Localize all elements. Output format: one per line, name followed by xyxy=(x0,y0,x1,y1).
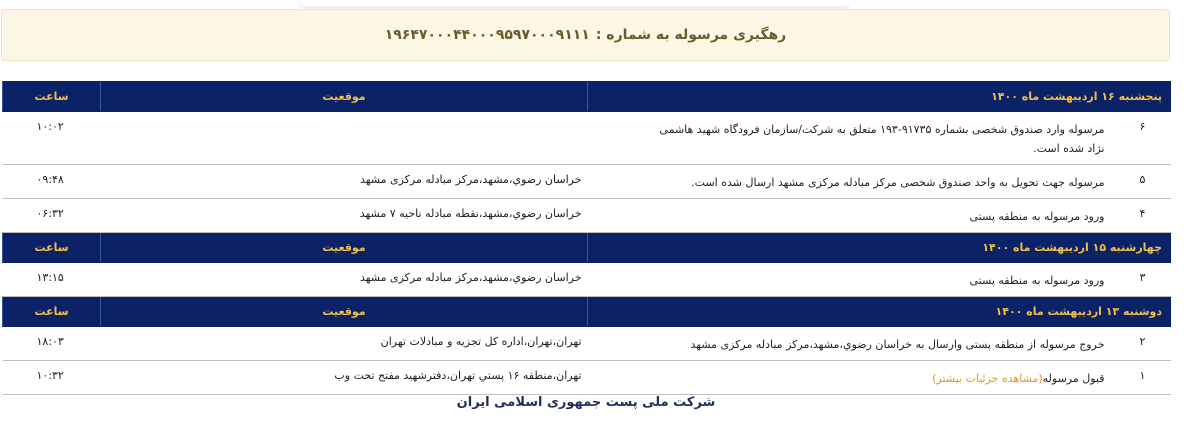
date-group-header xyxy=(3,297,1171,327)
event-location xyxy=(101,112,588,165)
event-description-text: قبول مرسوله xyxy=(1042,372,1105,385)
group-date: پنجشنبه ۱۶ اردیبهشت ماه ۱۴۰۰ xyxy=(588,82,1171,112)
time-column-header: ساعت xyxy=(3,233,101,263)
event-description-cell xyxy=(588,361,1171,395)
event-time: ۱۳:۱۵ xyxy=(3,263,101,297)
event-description-cell xyxy=(588,112,1171,165)
event-description: خروج مرسوله از منطقه پستی وارسال به خراسان رضوي،مشهد،مرکز مبادله مرکزی مشهد xyxy=(690,338,1105,351)
table-row xyxy=(3,112,1171,165)
event-description-cell xyxy=(588,199,1171,233)
event-location: تهران،منطقه ۱۶ پستي تهران،دفترشهيد مفتح تحت وب xyxy=(101,361,588,395)
event-description-cell xyxy=(588,263,1171,297)
tracking-header xyxy=(1,9,1170,61)
event-location: خراسان رضوي،مشهد،مرکز مبادله مرکزی مشهد xyxy=(101,165,588,199)
event-description: ورود مرسوله به منطقه پستی xyxy=(969,210,1105,223)
tracking-title: رهگیری مرسوله به شماره : xyxy=(595,27,787,43)
location-column-header: موقعیت xyxy=(101,297,588,327)
event-description-cell xyxy=(588,327,1171,361)
event-time: ۱۰:۰۲ xyxy=(3,112,101,165)
event-description: ورود مرسوله به منطقه پستی xyxy=(969,274,1105,287)
event-time: ۰۹:۴۸ xyxy=(3,165,101,199)
event-number: ۱ xyxy=(1139,369,1146,382)
group-date: چهارشنبه ۱۵ اردیبهشت ماه ۱۴۰۰ xyxy=(588,233,1171,263)
event-number: ۵ xyxy=(1139,173,1146,186)
table-row xyxy=(3,263,1171,297)
footer-company-name: شرکت ملی پست جمهوری اسلامی ایران xyxy=(456,395,716,410)
top-bar xyxy=(300,0,850,6)
location-column-header: موقعیت xyxy=(101,82,588,112)
time-column-header: ساعت xyxy=(3,297,101,327)
event-time: ۱۸:۰۳ xyxy=(3,327,101,361)
event-number: ۶ xyxy=(1139,120,1146,133)
event-description xyxy=(655,369,1105,388)
table-row xyxy=(3,361,1171,395)
event-description: مرسوله وارد صندوق شخصی بشماره ۹۱۷۳۵-۱۹۳ متعلق به شرکت/سازمان فرودگاه شهید هاشمی نژاد شده است. xyxy=(659,123,1105,155)
date-group-header xyxy=(3,82,1171,112)
event-location: تهران،تهران،اداره کل تجزیه و مبادلات تهران xyxy=(101,327,588,361)
tracking-number: ۱۹۶۴۷۰۰۰۴۴۰۰۰۹۵۹۷۰۰۰۹۱۱۱ xyxy=(384,27,590,43)
event-location: خراسان رضوي،مشهد،مرکز مبادله مرکزی مشهد xyxy=(101,263,588,297)
table-row xyxy=(3,199,1171,233)
event-time: ۰۶:۳۲ xyxy=(3,199,101,233)
event-description-cell xyxy=(588,165,1171,199)
event-time: ۱۰:۳۲ xyxy=(3,361,101,395)
date-group-header xyxy=(3,233,1171,263)
tracking-table xyxy=(2,81,1171,395)
group-date: دوشنبه ۱۳ اردیبهشت ماه ۱۴۰۰ xyxy=(588,297,1171,327)
event-number: ۳ xyxy=(1139,271,1146,284)
table-row xyxy=(3,327,1171,361)
event-number: ۴ xyxy=(1139,207,1146,220)
event-description: مرسوله جهت تحویل به واحد صندوق شخصی مرکز مبادله مرکزی مشهد ارسال شده است. xyxy=(691,176,1105,189)
time-column-header: ساعت xyxy=(3,82,101,112)
event-number: ۲ xyxy=(1139,335,1146,348)
event-location: خراسان رضوي،مشهد،نقطه مبادله ناحیه ۷ مشهد xyxy=(101,199,588,233)
more-details-link[interactable]: (مشاهده جزئیات بیشتر) xyxy=(932,372,1043,385)
table-row xyxy=(3,165,1171,199)
location-column-header: موقعیت xyxy=(101,233,588,263)
